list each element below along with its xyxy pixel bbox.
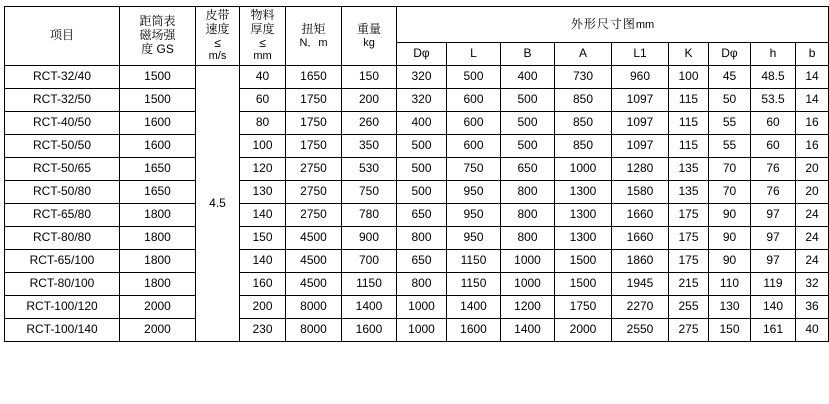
header-field-strength-line-1: 距筒表 — [139, 14, 176, 29]
cell-dim-l1: 1660 — [612, 204, 669, 227]
header-dim-a: A — [555, 43, 612, 66]
cell-field: 1600 — [120, 112, 196, 135]
cell-field: 1500 — [120, 66, 196, 89]
cell-torque: 8000 — [286, 319, 342, 342]
cell-dim-l: 500 — [447, 66, 501, 89]
cell-dim-d1: 650 — [397, 250, 447, 273]
header-field-strength-lines — [120, 13, 195, 58]
cell-dim-b: 800 — [501, 227, 555, 250]
cell-field: 1800 — [120, 204, 196, 227]
cell-dim-l1: 1097 — [612, 135, 669, 158]
header-belt-speed-line-4: m/s — [208, 50, 227, 63]
cell-dim-k: 135 — [669, 181, 709, 204]
cell-dim-l1: 1280 — [612, 158, 669, 181]
cell-model: RCT-32/50 — [5, 89, 120, 112]
cell-dim-b: 1000 — [501, 250, 555, 273]
table-row — [5, 89, 829, 112]
header-weight-line-1: 重量 — [356, 21, 381, 36]
cell-dim-b2: 36 — [796, 296, 829, 319]
cell-dim-l1: 1097 — [612, 89, 669, 112]
cell-thickness: 130 — [240, 181, 286, 204]
cell-dim-l: 600 — [447, 89, 501, 112]
cell-weight: 750 — [342, 181, 397, 204]
cell-dim-d1: 650 — [397, 204, 447, 227]
cell-dim-a: 850 — [555, 135, 612, 158]
cell-dim-b2: 16 — [796, 135, 829, 158]
cell-dim-d1: 1000 — [397, 319, 447, 342]
cell-dim-d2: 150 — [709, 319, 751, 342]
cell-dim-l1: 1097 — [612, 112, 669, 135]
cell-dim-d1: 800 — [397, 273, 447, 296]
cell-dim-a: 1000 — [555, 158, 612, 181]
cell-torque: 1650 — [286, 66, 342, 89]
cell-dim-l1: 2270 — [612, 296, 669, 319]
cell-dim-d2: 90 — [709, 250, 751, 273]
cell-dim-a: 1500 — [555, 273, 612, 296]
cell-dim-b: 500 — [501, 89, 555, 112]
cell-model: RCT-80/100 — [5, 273, 120, 296]
header-dim-l1: L1 — [612, 43, 669, 66]
table-row — [5, 135, 829, 158]
cell-dim-h: 60 — [751, 112, 796, 135]
header-material-thickness-line-4: mm — [253, 50, 272, 63]
cell-dim-d2: 50 — [709, 89, 751, 112]
cell-dim-k: 115 — [669, 112, 709, 135]
cell-field: 1650 — [120, 158, 196, 181]
cell-field: 1800 — [120, 227, 196, 250]
header-dim-d2: Dφ — [709, 43, 751, 66]
cell-dim-l1: 1945 — [612, 273, 669, 296]
cell-dim-k: 275 — [669, 319, 709, 342]
header-dim-h: h — [751, 43, 796, 66]
cell-dim-l: 750 — [447, 158, 501, 181]
cell-thickness: 150 — [240, 227, 286, 250]
cell-dim-l: 1400 — [447, 296, 501, 319]
cell-dim-l: 600 — [447, 135, 501, 158]
cell-model: RCT-100/120 — [5, 296, 120, 319]
header-weight — [342, 7, 397, 66]
header-dim-k: K — [669, 43, 709, 66]
table-row — [5, 273, 829, 296]
cell-dim-l1: 1860 — [612, 250, 669, 273]
cell-dim-b2: 14 — [796, 89, 829, 112]
cell-dim-k: 100 — [669, 66, 709, 89]
cell-dim-b: 500 — [501, 135, 555, 158]
cell-dim-h: 97 — [751, 204, 796, 227]
cell-thickness: 140 — [240, 204, 286, 227]
cell-torque: 1750 — [286, 112, 342, 135]
cell-weight: 700 — [342, 250, 397, 273]
cell-dim-a: 2000 — [555, 319, 612, 342]
cell-dim-d1: 500 — [397, 181, 447, 204]
cell-dim-d2: 90 — [709, 204, 751, 227]
header-torque-line-2: N．m — [299, 36, 328, 49]
cell-thickness: 80 — [240, 112, 286, 135]
cell-dim-b2: 24 — [796, 227, 829, 250]
cell-dim-d2: 90 — [709, 227, 751, 250]
cell-dim-h: 140 — [751, 296, 796, 319]
cell-dim-a: 1300 — [555, 181, 612, 204]
cell-dim-l: 1150 — [447, 250, 501, 273]
cell-thickness: 230 — [240, 319, 286, 342]
table-row — [5, 204, 829, 227]
cell-dim-a: 850 — [555, 89, 612, 112]
table-row — [5, 227, 829, 250]
header-torque-line-1: 扭矩 — [301, 21, 326, 36]
cell-dim-a: 850 — [555, 112, 612, 135]
table-header — [5, 7, 829, 66]
cell-dim-k: 175 — [669, 250, 709, 273]
cell-weight: 1150 — [342, 273, 397, 296]
header-outline-unit: mm — [635, 18, 655, 31]
header-torque-lines — [286, 21, 341, 51]
header-material-thickness-line-2: 厚度 — [250, 21, 275, 36]
cell-model: RCT-65/80 — [5, 204, 120, 227]
table-row — [5, 319, 829, 342]
cell-field: 1800 — [120, 273, 196, 296]
cell-dim-a: 1500 — [555, 250, 612, 273]
table-body — [5, 66, 829, 342]
cell-dim-b2: 24 — [796, 204, 829, 227]
cell-dim-d1: 500 — [397, 135, 447, 158]
table-row — [5, 250, 829, 273]
cell-dim-b2: 14 — [796, 66, 829, 89]
cell-torque: 2750 — [286, 158, 342, 181]
cell-dim-k: 175 — [669, 204, 709, 227]
cell-dim-b2: 16 — [796, 112, 829, 135]
cell-dim-l1: 960 — [612, 66, 669, 89]
header-field-strength-line-3: 度 GS — [141, 41, 174, 56]
cell-dim-b2: 24 — [796, 250, 829, 273]
cell-dim-a: 730 — [555, 66, 612, 89]
header-field-strength-line-2: 磁场强 — [139, 28, 176, 43]
cell-thickness: 60 — [240, 89, 286, 112]
cell-torque: 1750 — [286, 135, 342, 158]
cell-dim-d1: 320 — [397, 66, 447, 89]
cell-dim-k: 135 — [669, 158, 709, 181]
header-weight-lines — [342, 21, 396, 51]
cell-model: RCT-50/80 — [5, 181, 120, 204]
cell-weight: 1600 — [342, 319, 397, 342]
cell-dim-h: 48.5 — [751, 66, 796, 89]
cell-torque: 2750 — [286, 181, 342, 204]
cell-dim-b: 500 — [501, 112, 555, 135]
cell-dim-l1: 1580 — [612, 181, 669, 204]
table-row — [5, 181, 829, 204]
cell-dim-l1: 1660 — [612, 227, 669, 250]
cell-dim-h: 76 — [751, 181, 796, 204]
header-outline-title: 外形尺寸图 — [570, 16, 636, 31]
cell-dim-h: 76 — [751, 158, 796, 181]
cell-dim-b: 800 — [501, 181, 555, 204]
header-item — [5, 7, 120, 66]
cell-model: RCT-100/140 — [5, 319, 120, 342]
cell-dim-b2: 40 — [796, 319, 829, 342]
cell-dim-d2: 110 — [709, 273, 751, 296]
cell-dim-h: 161 — [751, 319, 796, 342]
cell-torque: 1750 — [286, 89, 342, 112]
cell-dim-h: 60 — [751, 135, 796, 158]
specification-table — [4, 6, 829, 342]
cell-dim-h: 119 — [751, 273, 796, 296]
cell-dim-d1: 800 — [397, 227, 447, 250]
cell-thickness: 200 — [240, 296, 286, 319]
cell-weight: 260 — [342, 112, 397, 135]
cell-weight: 200 — [342, 89, 397, 112]
cell-dim-d2: 55 — [709, 135, 751, 158]
cell-thickness: 140 — [240, 250, 286, 273]
table-row — [5, 112, 829, 135]
cell-model: RCT-80/80 — [5, 227, 120, 250]
cell-model: RCT-65/100 — [5, 250, 120, 273]
cell-dim-d2: 55 — [709, 112, 751, 135]
header-belt-speed-line-1: 皮带 — [205, 8, 230, 22]
cell-dim-d2: 70 — [709, 158, 751, 181]
cell-dim-l: 1150 — [447, 273, 501, 296]
cell-field: 1800 — [120, 250, 196, 273]
header-field-strength — [120, 7, 196, 66]
cell-dim-a: 1300 — [555, 204, 612, 227]
cell-torque: 4500 — [286, 273, 342, 296]
cell-thickness: 160 — [240, 273, 286, 296]
cell-dim-d2: 70 — [709, 181, 751, 204]
cell-field: 1600 — [120, 135, 196, 158]
cell-field: 2000 — [120, 296, 196, 319]
cell-field: 2000 — [120, 319, 196, 342]
cell-thickness: 120 — [240, 158, 286, 181]
cell-dim-b: 1200 — [501, 296, 555, 319]
cell-dim-a: 1300 — [555, 227, 612, 250]
cell-dim-b2: 32 — [796, 273, 829, 296]
cell-dim-l: 950 — [447, 204, 501, 227]
cell-model: RCT-50/65 — [5, 158, 120, 181]
header-item-label: 项目 — [49, 28, 74, 43]
cell-dim-b: 800 — [501, 204, 555, 227]
header-outline-dimensions — [397, 7, 829, 43]
cell-dim-k: 175 — [669, 227, 709, 250]
cell-dim-h: 97 — [751, 227, 796, 250]
header-material-thickness-line-1: 物料 — [250, 8, 275, 22]
cell-model: RCT-32/40 — [5, 66, 120, 89]
cell-belt-speed: 4.5 — [196, 66, 240, 342]
cell-dim-k: 255 — [669, 296, 709, 319]
cell-torque: 8000 — [286, 296, 342, 319]
cell-dim-l: 600 — [447, 112, 501, 135]
cell-thickness: 100 — [240, 135, 286, 158]
cell-dim-b: 1400 — [501, 319, 555, 342]
cell-dim-d1: 1000 — [397, 296, 447, 319]
cell-dim-d2: 130 — [709, 296, 751, 319]
cell-dim-b2: 20 — [796, 181, 829, 204]
header-belt-speed — [196, 7, 240, 66]
cell-weight: 350 — [342, 135, 397, 158]
cell-weight: 900 — [342, 227, 397, 250]
cell-dim-h: 53.5 — [751, 89, 796, 112]
cell-torque: 2750 — [286, 204, 342, 227]
cell-dim-a: 1750 — [555, 296, 612, 319]
cell-dim-d2: 45 — [709, 66, 751, 89]
cell-dim-b2: 20 — [796, 158, 829, 181]
cell-dim-d1: 320 — [397, 89, 447, 112]
cell-field: 1650 — [120, 181, 196, 204]
table-row — [5, 296, 829, 319]
cell-dim-k: 215 — [669, 273, 709, 296]
cell-weight: 530 — [342, 158, 397, 181]
header-belt-speed-lines — [196, 7, 239, 65]
table-row — [5, 158, 829, 181]
cell-dim-d1: 500 — [397, 158, 447, 181]
cell-torque: 4500 — [286, 250, 342, 273]
cell-weight: 780 — [342, 204, 397, 227]
cell-dim-l: 950 — [447, 227, 501, 250]
header-dim-b: B — [501, 43, 555, 66]
cell-dim-b: 400 — [501, 66, 555, 89]
table-row — [5, 66, 829, 89]
cell-dim-k: 115 — [669, 89, 709, 112]
cell-field: 1500 — [120, 89, 196, 112]
cell-model: RCT-50/50 — [5, 135, 120, 158]
cell-thickness: 40 — [240, 66, 286, 89]
cell-weight: 150 — [342, 66, 397, 89]
cell-dim-b: 650 — [501, 158, 555, 181]
cell-dim-l: 1600 — [447, 319, 501, 342]
header-weight-line-2: kg — [363, 36, 375, 49]
cell-torque: 4500 — [286, 227, 342, 250]
cell-dim-d1: 400 — [397, 112, 447, 135]
header-belt-speed-line-2: 速度 — [205, 21, 230, 36]
cell-weight: 1400 — [342, 296, 397, 319]
header-dim-b2: b — [796, 43, 829, 66]
header-torque — [286, 7, 342, 66]
header-dim-l: L — [447, 43, 501, 66]
cell-dim-h: 97 — [751, 250, 796, 273]
header-dim-d1: Dφ — [397, 43, 447, 66]
cell-dim-l1: 2550 — [612, 319, 669, 342]
header-belt-speed-line-3: ≤ — [214, 35, 221, 50]
header-material-thickness — [240, 7, 286, 66]
header-material-thickness-line-3: ≤ — [259, 35, 266, 50]
cell-dim-l: 950 — [447, 181, 501, 204]
cell-dim-k: 115 — [669, 135, 709, 158]
cell-model: RCT-40/50 — [5, 112, 120, 135]
header-material-thickness-lines — [240, 7, 285, 65]
cell-dim-b: 1000 — [501, 273, 555, 296]
